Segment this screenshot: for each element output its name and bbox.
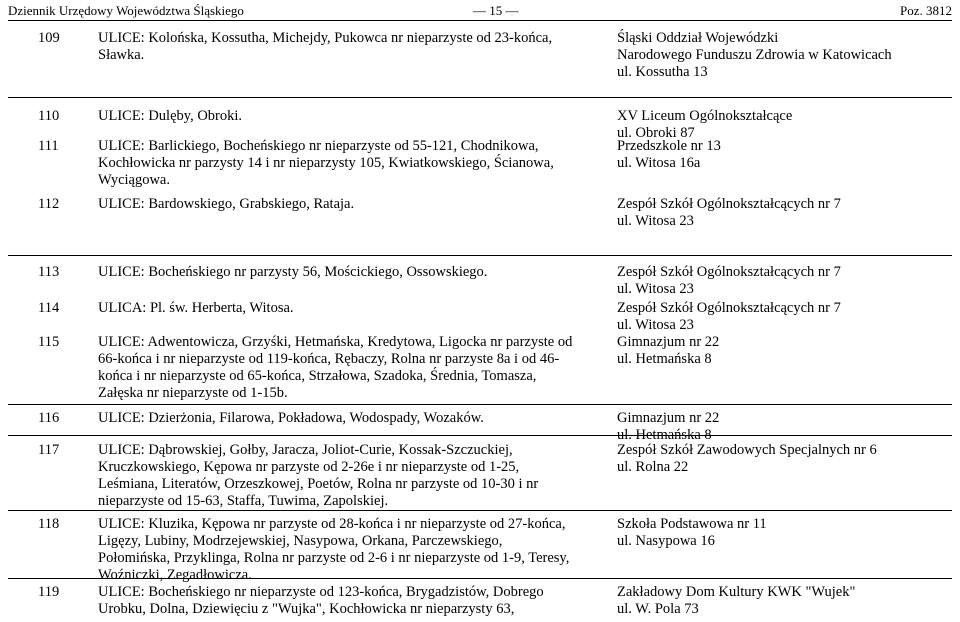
institution-line: ul. Kossutha 13	[617, 64, 708, 80]
institution-line: ul. Nasypowa 16	[617, 533, 715, 549]
street-line: ULICE: Kluzika, Kępowa nr parzyste od 28-końca i nr nieparzyste od 27-końca,	[98, 516, 566, 532]
journal-title: Dziennik Urzędowy Województwa Śląskiego	[8, 3, 244, 18]
street-line: Wyciągowa.	[98, 172, 170, 188]
street-line: Połomińska, Przyklinga, Rolna nr parzyste od 2-6 i nr nieparzyste od 1-9, Teresy,	[98, 550, 570, 566]
institution-line: ul. Obroki 87	[617, 125, 695, 141]
institution-line: Narodowego Funduszu Zdrowia w Katowicach	[617, 47, 892, 63]
institution	[617, 264, 957, 298]
street-list	[98, 584, 598, 618]
row-number: 109	[38, 30, 60, 46]
street-line: ULICE: Barlickiego, Bocheńskiego nr nieparzyste od 55-121, Chodnikowa,	[98, 138, 539, 154]
street-list	[98, 442, 598, 510]
institution	[617, 196, 957, 230]
institution-line: ul. Rolna 22	[617, 459, 689, 475]
street-line: ULICA: Pl. św. Herberta, Witosa.	[98, 300, 294, 316]
street-list	[98, 516, 598, 584]
street-line: Załęska nr nieparzyste od 1-15b.	[98, 385, 288, 401]
street-list	[98, 334, 598, 402]
row-number: 114	[38, 300, 60, 316]
row-number: 118	[38, 516, 60, 532]
street-line: ULICE: Adwentowicza, Grzyśki, Hetmańska, Kredytowa, Ligocka nr parzyste od	[98, 334, 573, 350]
street-line: końca i nr nieparzyste od 65-końca, Strzałowa, Szadoka, Średnia, Tomasza,	[98, 368, 537, 384]
row-number: 112	[38, 196, 60, 212]
street-line: Kochłowicka nr parzysty 14 i nr nieparzysty 105, Kwiatkowskiego, Ścianowa,	[98, 155, 554, 171]
row-separator	[8, 435, 952, 436]
institution-line: Zespół Szkół Ogólnokształcących nr 7	[617, 264, 841, 280]
institution-line: Szkoła Podstawowa nr 11	[617, 516, 767, 532]
street-line: ULICE: Kolońska, Kossutha, Michejdy, Pukowca nr nieparzyste od 23-końca,	[98, 30, 553, 46]
street-line: nieparzyste od 15-63, Staffa, Tuwima, Zapolskiej.	[98, 493, 389, 509]
street-line: Urobku, Dolna, Dziewięciu z "Wujka", Kochłowicka nr nieparzysty 63,	[98, 601, 515, 617]
row-separator	[8, 578, 952, 579]
street-line: ULICE: Bocheńskiego nr nieparzyste od 123-końca, Brygadzistów, Dobrego	[98, 584, 544, 600]
row-number: 119	[38, 584, 60, 600]
institution	[617, 442, 957, 476]
institution-line: Przedszkole nr 13	[617, 138, 721, 154]
institution-line: ul. Witosa 23	[617, 281, 694, 297]
institution-line: ul. Witosa 16a	[617, 155, 701, 171]
institution-line: Gimnazjum nr 22	[617, 334, 720, 350]
street-line: Ligęzy, Lubiny, Modrzejewskiej, Nasypowa, Orkana, Parczewskiego,	[98, 533, 503, 549]
position-number: Poz. 3812	[900, 3, 952, 18]
street-line: Sławka.	[98, 47, 145, 63]
row-separator	[8, 97, 952, 98]
street-line: ULICE: Dzierżonia, Filarowa, Pokładowa, Wodospady, Wozaków.	[98, 410, 484, 426]
institution-line: XV Liceum Ogólnokształcące	[617, 108, 793, 124]
street-list	[98, 138, 598, 189]
row-number: 110	[38, 108, 60, 124]
street-list	[98, 196, 598, 213]
street-list	[98, 108, 598, 125]
institution-line: Zespół Szkół Zawodowych Specjalnych nr 6	[617, 442, 877, 458]
row-number: 116	[38, 410, 60, 426]
row-number: 115	[38, 334, 60, 350]
institution-line: ul. Hetmańska 8	[617, 427, 712, 443]
institution-line: Gimnazjum nr 22	[617, 410, 720, 426]
institution-line: Zespół Szkół Ogólnokształcących nr 7	[617, 196, 841, 212]
street-line: Woźniczki, Zegadłowicza.	[98, 567, 252, 583]
row-number: 111	[38, 138, 59, 154]
institution	[617, 334, 957, 368]
institution	[617, 108, 957, 142]
institution-line: ul. Hetmańska 8	[617, 351, 712, 367]
street-line: ULICE: Dąbrowskiej, Gołby, Jaracza, Joliot-Curie, Kossak-Szczuckiej,	[98, 442, 513, 458]
institution	[617, 516, 957, 550]
street-line: ULICE: Dulęby, Obroki.	[98, 108, 243, 124]
institution-line: ul. Witosa 23	[617, 213, 694, 229]
institution-line: Śląski Oddział Wojewódzki	[617, 30, 779, 46]
institution	[617, 300, 957, 334]
row-separator	[8, 404, 952, 405]
street-line: ULICE: Bardowskiego, Grabskiego, Rataja.	[98, 196, 355, 212]
institution	[617, 410, 957, 444]
page-header	[8, 0, 952, 19]
row-separator	[8, 510, 952, 511]
street-list	[98, 300, 598, 317]
street-line: Leśmiana, Literatów, Orzeszkowej, Poetów, Rolna nr parzyste od 10-30 i nr	[98, 476, 539, 492]
page-number: — 15 —	[473, 3, 519, 18]
institution-line: ul. Witosa 23	[617, 317, 694, 333]
row-number: 113	[38, 264, 60, 280]
street-list	[98, 30, 598, 64]
institution-line: Zespół Szkół Ogólnokształcących nr 7	[617, 300, 841, 316]
row-separator	[8, 255, 952, 256]
institution	[617, 30, 957, 81]
institution	[617, 584, 957, 618]
institution-line: Zakładowy Dom Kultury KWK "Wujek"	[617, 584, 856, 600]
street-list	[98, 264, 598, 281]
street-line: ULICE: Bocheńskiego nr parzysty 56, Mościckiego, Ossowskiego.	[98, 264, 488, 280]
row-number: 117	[38, 442, 60, 458]
street-line: 66-końca i nr nieparzyste od 119-końca, Rębaczy, Rolna nr parzyste 8a i od 46-	[98, 351, 560, 367]
institution	[617, 138, 957, 172]
street-list	[98, 410, 598, 427]
header-rule	[8, 20, 952, 21]
street-line: Kruczkowskiego, Kępowa nr parzyste od 2-26e i nr nieparzyste od 1-25,	[98, 459, 520, 475]
institution-line: ul. W. Pola 73	[617, 601, 699, 617]
